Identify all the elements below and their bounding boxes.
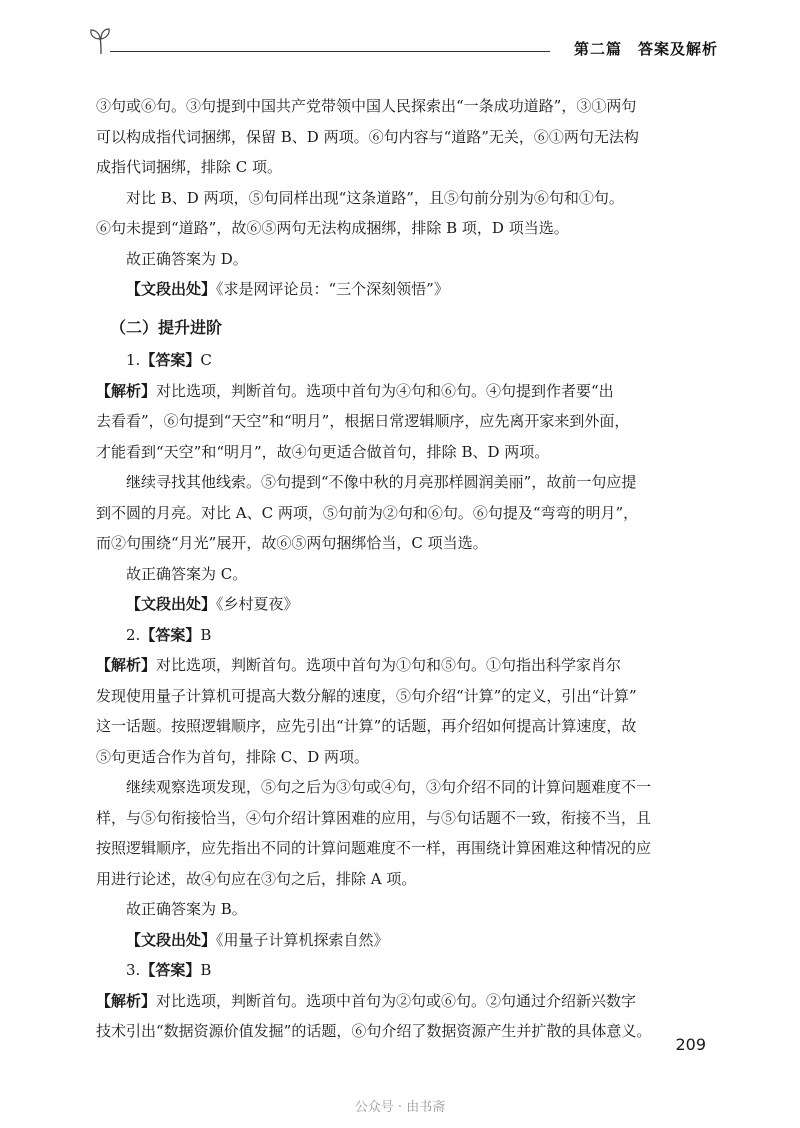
answer-line	[96, 620, 716, 651]
text-line: 继续寻找其他线索。⑤句提到“不像中秋的月亮那样圆润美丽”，故前一句应提	[126, 473, 637, 491]
answer-tag: 【答案】	[140, 351, 201, 369]
header-rule	[110, 51, 550, 52]
watermark: 公众号 · 由书斋	[354, 1100, 446, 1115]
text-line: 故正确答案为 B。	[126, 900, 247, 918]
question-number: 2.	[126, 625, 141, 644]
analysis-line	[96, 986, 716, 1017]
text-line: 对比选项，判断首句。选项中首句为①句和⑤句。①句指出科学家肖尔	[156, 656, 622, 674]
text-line: 故正确答案为 D。	[126, 249, 248, 268]
text-line: 可以构成指代词捆绑，保留 B、D 两项。⑥句内容与“道路”无关，⑥①两句无法构	[96, 127, 639, 146]
text-line: 到不圆的月亮。对比 A、C 两项，⑤句前为②句和⑥句。⑥句提及“弯弯的明月”，	[96, 503, 639, 522]
source-text: 《乡村夏夜》	[216, 595, 299, 613]
answer-line	[96, 955, 716, 986]
section-title: （二）提升进阶	[110, 317, 223, 337]
text-line: 成指代词捆绑，排除 C 项。	[96, 158, 283, 176]
text-line: 继续观察选项发现，⑤句之后为③句或④句，③句介绍不同的计算问题难度不一	[126, 778, 652, 796]
source-line	[96, 589, 716, 620]
analysis-tag: 【解析】	[96, 991, 157, 1010]
answer-tag: 【答案】	[140, 625, 201, 644]
question-number: 3.	[126, 961, 141, 979]
text-line: 样，与⑤句衔接恰当，④句介绍计算困难的应用，与⑤句话题不一致，衔接不当，且	[96, 808, 652, 827]
analysis-tag: 【解析】	[96, 381, 157, 400]
text-line: 故正确答案为 C。	[126, 564, 248, 583]
text-line: 技术引出“数据资源价值发掘”的话题，⑥句介绍了数据资源产生并扩散的具体意义。	[96, 1022, 652, 1040]
analysis-line	[96, 650, 716, 681]
analysis-tag: 【解析】	[96, 656, 157, 674]
source-line	[96, 925, 716, 956]
source-text: 《用量子计算机探索自然》	[216, 930, 389, 949]
text-line: 对比 B、D 两项，⑤句同样出现“这条道路”，且⑤句前分别为⑥句和①句。	[126, 188, 624, 207]
source-tag: 【文段出处】	[126, 930, 217, 949]
source-line	[96, 274, 716, 305]
page-content	[96, 91, 716, 1047]
answer-value: C	[200, 351, 212, 369]
source-text: 《求是网评论员：“三个深刻领悟”》	[216, 280, 449, 298]
text-line: 发现使用量子计算机可提高大数分解的速度，⑤句介绍“计算”的定义，引出“计算”	[96, 686, 637, 705]
chapter-title: 第二篇 答案及解析	[573, 40, 718, 58]
question-number: 1.	[126, 351, 141, 369]
text-line: 对比选项，判断首句。选项中首句为②句或⑥句。②句通过介绍新兴数字	[156, 991, 637, 1010]
text-line: 才能看到“天空”和“明月”，故④句更适合做首句，排除 B、D 两项。	[96, 442, 550, 461]
page-number: 209	[675, 1035, 706, 1054]
answer-tag: 【答案】	[140, 961, 201, 979]
source-tag: 【文段出处】	[126, 280, 217, 298]
answer-line	[96, 345, 716, 376]
text-line: ③句或⑥句。③句提到中国共产党带领中国人民探索出“一条成功道路”，③①两句	[96, 97, 637, 115]
answer-value: B	[200, 961, 212, 979]
page-header	[88, 22, 718, 66]
text-line: 用进行论述，故④句应在③句之后，排除 A 项。	[96, 869, 417, 888]
text-line: 对比选项，判断首句。选项中首句为④句和⑥句。④句提到作者要“出	[156, 381, 614, 400]
text-line: ⑤句更适合作为首句，排除 C、D 两项。	[96, 747, 370, 766]
text-line: ⑥句未提到“道路”，故⑥⑤两句无法构成捆绑，排除 B 项，D 项当选。	[96, 219, 569, 237]
answer-value: B	[200, 625, 212, 644]
source-tag: 【文段出处】	[126, 595, 217, 613]
text-line: 而②句围绕“月光”展开，故⑥⑤两句捆绑恰当，C 项当选。	[96, 534, 488, 552]
analysis-line	[96, 376, 716, 407]
text-line: 这一话题。按照逻辑顺序，应先引出“计算”的话题，再介绍如何提高计算速度，故	[96, 717, 637, 735]
text-line: 按照逻辑顺序，应先指出不同的计算问题难度不一样，再围绕计算困难这种情况的应	[96, 839, 652, 857]
text-line: 去看看”，⑥句提到“天空”和“明月”，根据日常逻辑顺序，应先离开家来到外面，	[96, 412, 630, 430]
